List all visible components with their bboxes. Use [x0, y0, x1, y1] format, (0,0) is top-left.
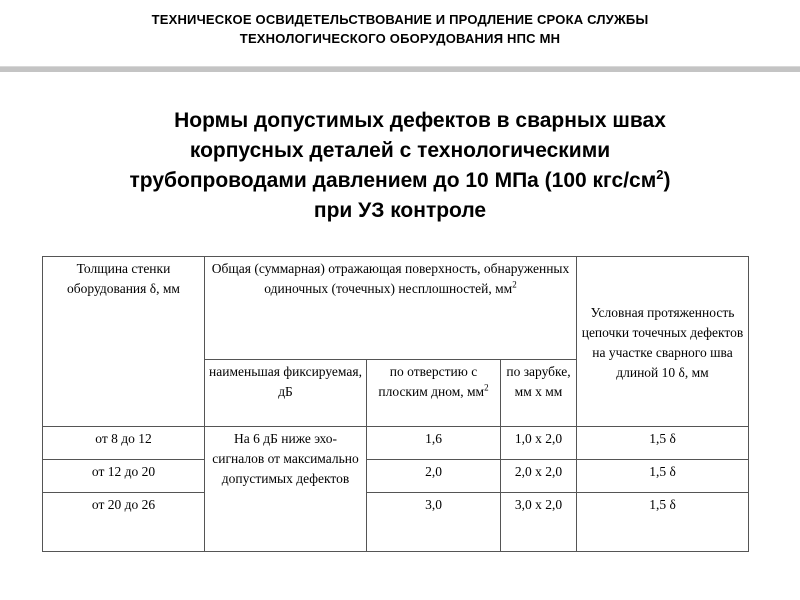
th-thickness: Толщина стенки оборудования δ, мм — [43, 257, 205, 427]
cell-flat-hole: 3,0 — [367, 493, 501, 552]
cell-thickness: от 12 до 20 — [43, 460, 205, 493]
table-row — [43, 493, 749, 552]
title-line-3: трубопроводами давлением до 10 МПа (100 кгс/$см^2$) — [129, 167, 671, 192]
title-line-1: Нормы допустимых дефектов в сварных швах — [174, 109, 666, 132]
cell-notch: 1,0 х 2,0 — [501, 427, 577, 460]
cell-notch: 2,0 х 2,0 — [501, 460, 577, 493]
header-divider — [0, 66, 800, 72]
cell-flat-hole: 2,0 — [367, 460, 501, 493]
cell-chain-length: 1,5 δ — [577, 493, 749, 552]
th-notch: по зарубке, мм х мм — [501, 360, 577, 427]
cell-thickness: от 20 до 26 — [43, 493, 205, 552]
defects-norms-table — [42, 256, 749, 552]
header-line-2: ТЕХНОЛОГИЧЕСКОГО ОБОРУДОВАНИЯ НПС МН — [239, 31, 561, 46]
slide-title — [30, 106, 770, 226]
slide-header — [0, 10, 800, 48]
th-flat-hole: по отверстию с плоским дном, $мм^2$ — [367, 360, 501, 427]
th-min-level: наименьшая фиксируемая, дБ — [205, 360, 367, 427]
title-line-2: корпусных деталей с технологическими — [189, 139, 611, 162]
table-row — [43, 427, 749, 460]
th-reflective-area: Общая (суммарная) отражающая поверхность, обнаруженных одиночных (точечных) несплошностей, $мм^2$ — [205, 257, 577, 360]
cell-thickness: от 8 до 12 — [43, 427, 205, 460]
cell-notch: 3,0 х 2,0 — [501, 493, 577, 552]
header-line-1: ТЕХНИЧЕСКОЕ ОСВИДЕТЕЛЬСТВОВАНИЕ И ПРОДЛЕНИЕ СРОКА СЛУЖБЫ — [151, 12, 649, 27]
cell-chain-length: 1,5 δ — [577, 460, 749, 493]
cell-flat-hole: 1,6 — [367, 427, 501, 460]
table-row — [43, 460, 749, 493]
th-chain-length: Условная протяженность цепочки точечных дефектов на участке сварного шва длиной 10 δ, мм — [577, 257, 749, 427]
cell-chain-length: 1,5 δ — [577, 427, 749, 460]
cell-min-level-merged: На 6 дБ ниже эхо-сигналов от максимально допустимых дефектов — [205, 427, 367, 552]
title-line-4: при УЗ контроле — [313, 199, 487, 222]
header-row-1 — [43, 257, 749, 360]
